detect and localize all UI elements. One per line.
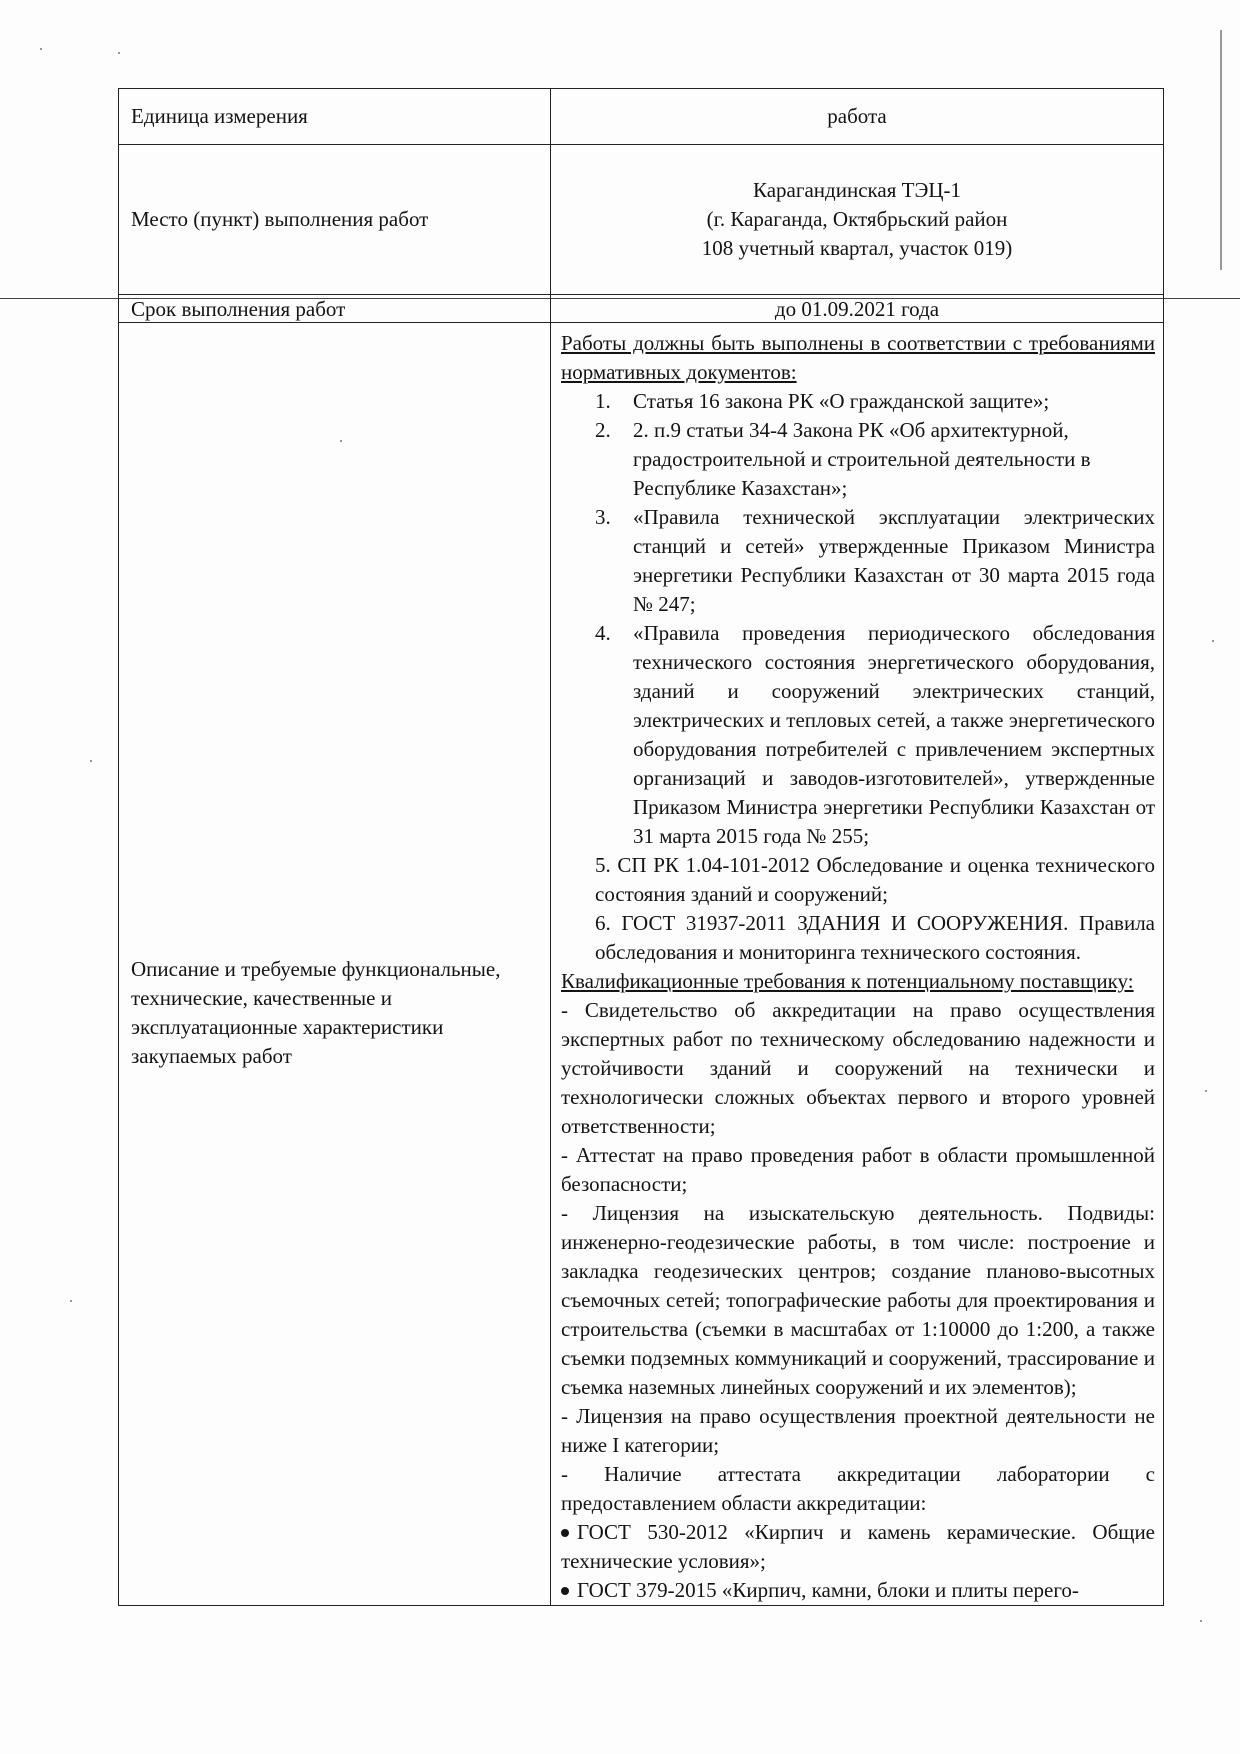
gost-text: ГОСТ 530-2012 «Кирпич и камень керамические. Общие технические условия»; [561, 1520, 1155, 1573]
scan-edge [1220, 30, 1222, 270]
norm-item: 6. ГОСТ 31937-2011 ЗДАНИЯ И СООРУЖЕНИЯ. Правила обследования и мониторинга технического состояния. [595, 911, 1155, 964]
specification-table [118, 88, 1164, 1606]
gost-item [561, 1576, 1155, 1605]
norm-number: 2. [595, 418, 611, 442]
scan-speck [1212, 640, 1214, 642]
gost-text: ГОСТ 379-2015 «Кирпич, камни, блоки и плиты перего- [577, 1578, 1079, 1602]
norm-text: «Правила проведения периодического обследования технического состояния энергетического оборудования, зданий и сооружений электрических станций, электрических и тепловых сетей, а также энергетического оборудования потребителей с привлечением экспертных организаций и заводов-изготовителей», утвержденные Приказом Министра энергетики Республики Казахстан от 31 марта 2015 года № 255; [633, 621, 1155, 848]
bullet-icon [561, 1587, 569, 1595]
term-label: Срок выполнения работ [119, 295, 551, 323]
norm-number: 3. [595, 505, 611, 529]
scan-speck [1200, 1620, 1202, 1622]
scan-speck [70, 1300, 72, 1302]
scan-speck [1205, 1090, 1207, 1092]
qualification-item: - Наличие аттестата аккредитации лаборатории с предоставлением области аккредитации: [561, 1462, 1155, 1515]
norm-number: 1. [595, 389, 611, 413]
gost-item [561, 1518, 1155, 1576]
table-row [119, 89, 1164, 145]
norm-item [561, 387, 1155, 416]
norm-text: Статья 16 закона РК «О гражданской защите»; [633, 389, 1050, 413]
norms-heading: Работы должны быть выполнены в соответствии с требованиями нормативных документов: [561, 331, 1155, 384]
qualification-item: - Лицензия на изыскательскую деятельность. Подвиды: инженерно-геодезические работы, в том числе: построение и закладка геодезических центров; создание планово-высотных съемочных сетей; топографические работы для проектирования и строительства (съемки в масштабах от 1:10000 до 1:200, а также съемки подземных коммуникаций и сооружений, трассирование и съемка наземных линейных сооружений и их элементов); [561, 1201, 1155, 1399]
term-value: до 01.09.2021 года [551, 295, 1164, 323]
scan-speck [40, 48, 42, 50]
table-row [119, 323, 1164, 1606]
place-line: (г. Караганда, Октябрьский район [706, 207, 1008, 231]
scan-speck [90, 760, 92, 762]
qualification-item: - Аттестат на право проведения работ в области промышленной безопасности; [561, 1143, 1155, 1196]
qualification-item: - Свидетельство об аккредитации на право осуществления экспертных работ по техническому обследованию надежности и устойчивости зданий и сооружений на технически и технологически сложных объектах первого и второго уровней ответственности; [561, 998, 1155, 1138]
table-row [119, 145, 1164, 295]
unit-label: Единица измерения [119, 89, 551, 145]
scan-speck [118, 52, 120, 54]
norm-number: 4. [595, 621, 611, 645]
table-row [119, 295, 1164, 323]
norm-text: «Правила технической эксплуатации электрических станций и сетей» утвержденные Приказом Министра энергетики Республики Казахстан от 30 марта 2015 года № 247; [633, 505, 1155, 616]
place-value [551, 145, 1164, 295]
norm-text: 2. п.9 статьи 34-4 Закона РК «Об архитектурной, градостроительной и строительной деятельности в Республике Казахстан»; [633, 418, 1091, 500]
place-line: Карагандинская ТЭЦ-1 [753, 178, 961, 202]
norm-item [561, 503, 1155, 619]
qualification-item: - Лицензия на право осуществления проектной деятельности не ниже I категории; [561, 1404, 1155, 1457]
bullet-icon [561, 1529, 569, 1537]
description-label: Описание и требуемые функциональные, технические, качественные и эксплуатационные характеристики закупаемых работ [119, 323, 551, 1606]
place-label: Место (пункт) выполнения работ [119, 145, 551, 295]
qualifications-heading: Квалификационные требования к потенциальному поставщику: [561, 969, 1134, 993]
norm-item [561, 619, 1155, 851]
norm-item: 5. СП РК 1.04-101-2012 Обследование и оценка технического состояния зданий и сооружений; [595, 853, 1155, 906]
norm-item [561, 416, 1155, 503]
place-line: 108 учетный квартал, участок 019) [701, 236, 1013, 260]
description-value [551, 323, 1164, 1606]
unit-value: работа [551, 89, 1164, 145]
